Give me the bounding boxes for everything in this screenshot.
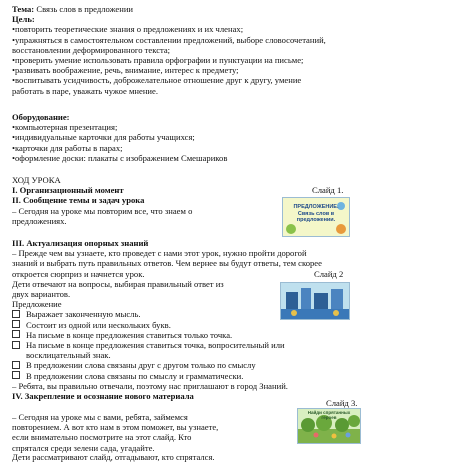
slide-2-label: Слайд 2 [314, 269, 344, 279]
section-3-text: – Прежде чем вы узнаете, кто проведет с нами этот урок, нужно пройти дорогой [12, 248, 307, 259]
slide-3-label: Слайд 3. [326, 398, 358, 408]
section-4-text: если внимательно посмотрите на этот слайд. Кто [12, 432, 192, 443]
option-continuation: восклицательный знак. [26, 350, 111, 361]
section-3-text: откроется сюрприз и начнется урок. [12, 268, 145, 279]
section-4-text: спрятался среди зелени сада, угадайте. [12, 442, 155, 453]
lesson-title: ХОД УРОКА [12, 175, 61, 185]
section-4-text: повторением. А вот кто нам в этом поможет, вы узнаете, [12, 422, 219, 433]
goal-line: •развивать воображение, речь, внимание, интерес к предмету; [12, 65, 239, 76]
section-3-heading: III. Актуализация опорных знаний [12, 238, 149, 248]
option-item: Состоит из одной или нескольких букв. [12, 320, 442, 330]
slide-2-art [281, 283, 349, 319]
slide-1-label: Слайд 1. [312, 185, 344, 195]
slide-1-thumbnail [282, 197, 350, 237]
checkbox[interactable] [12, 310, 20, 318]
section-4-text: Дети рассматривают слайд, отгадывают, кто спрятался. [12, 452, 215, 462]
slide-1-title-line: предложении. [296, 217, 336, 223]
section-2-heading: II. Сообщение темы и задач урока [12, 195, 145, 206]
slide-3-title: Найди спрятанных героев [307, 410, 351, 420]
section-2-text: предложениях. [12, 215, 67, 226]
section-3-text: Дети отвечают на вопросы, выбирая правильный ответ из [12, 278, 224, 289]
section-3-text: знаний и выбрать путь правильных ответов. Чем вернее вы будут ответы, тем скорее [12, 258, 322, 269]
section-2-text: – Сегодня на уроке мы повторим все, что знаем о [12, 205, 193, 216]
equipment-item: •карточки для работы в парах; [12, 142, 123, 153]
section-3-end: – Ребята, вы правильно отвечали, поэтому нас приглашают в город Знаний. [12, 380, 288, 391]
goal-line: •воспитывать усидчивость, доброжелательное отношение друг к другу, умение [12, 75, 302, 86]
equipment-title: Оборудование: [12, 112, 70, 122]
section-3-text: Предложение [12, 299, 62, 310]
section-3-text: двух вариантов. [12, 289, 71, 300]
header-section [12, 4, 442, 96]
option-item: В предложении слова связаны друг с другом только по смыслу [12, 360, 442, 370]
topic-label: Тема: [12, 4, 35, 14]
section-4-cont [12, 452, 442, 462]
goal-line: работать в паре, уважать чужое мнение. [12, 85, 158, 96]
section-4 [12, 412, 442, 453]
equipment-item: •индивидуальные карточки для работы учащихся; [12, 132, 195, 143]
checkbox[interactable] [12, 371, 20, 379]
section-4-text: – Сегодня на уроке мы с вами, ребята, займемся [12, 412, 188, 422]
section-4-heading: IV. Закрепление и осознание нового материала [12, 391, 194, 402]
equipment-section [12, 112, 442, 163]
section-1-heading: I. Организационный момент [12, 185, 124, 196]
checkbox[interactable] [12, 330, 20, 338]
slide-3-thumbnail [297, 408, 361, 444]
goal-line: •повторить теоретические знания о предложениях и их членах; [12, 24, 244, 35]
option-item: На письме в конце предложения ставиться только точка. [12, 330, 442, 340]
option-item: Выражает законченную мысль. [12, 309, 442, 319]
lesson-section [12, 175, 442, 226]
option-item: На письме в конце предложения ставиться точка, вопросительный или [12, 340, 442, 350]
equipment-item: •компьютерная презентация; [12, 122, 118, 133]
goal-label: Цель: [12, 14, 35, 25]
slide-2-thumbnail [280, 282, 350, 320]
checkbox[interactable] [12, 320, 20, 328]
goal-line: •проверить умение использовать правила орфографии и пунктуации на письме; [12, 55, 304, 66]
slide-1-title-line: ПРЕДЛОЖЕНИЕ. [293, 204, 339, 210]
topic-text: Связь слов в предложении [34, 4, 134, 14]
goal-line: •упражняться в самостоятельном составлении предложений, выборе словосочетаний, [12, 34, 326, 45]
slide-1-title-line: Связь слов в [297, 210, 335, 217]
option-item: В предложении слова связаны по смыслу и грамматически. [12, 371, 442, 381]
equipment-item: •оформление доски: плакаты с изображением Смешариков [12, 152, 228, 163]
checkbox[interactable] [12, 361, 20, 369]
section-3 [12, 238, 442, 401]
goal-line: восстановлении деформированного текста; [12, 44, 171, 55]
checkbox[interactable] [12, 341, 20, 349]
